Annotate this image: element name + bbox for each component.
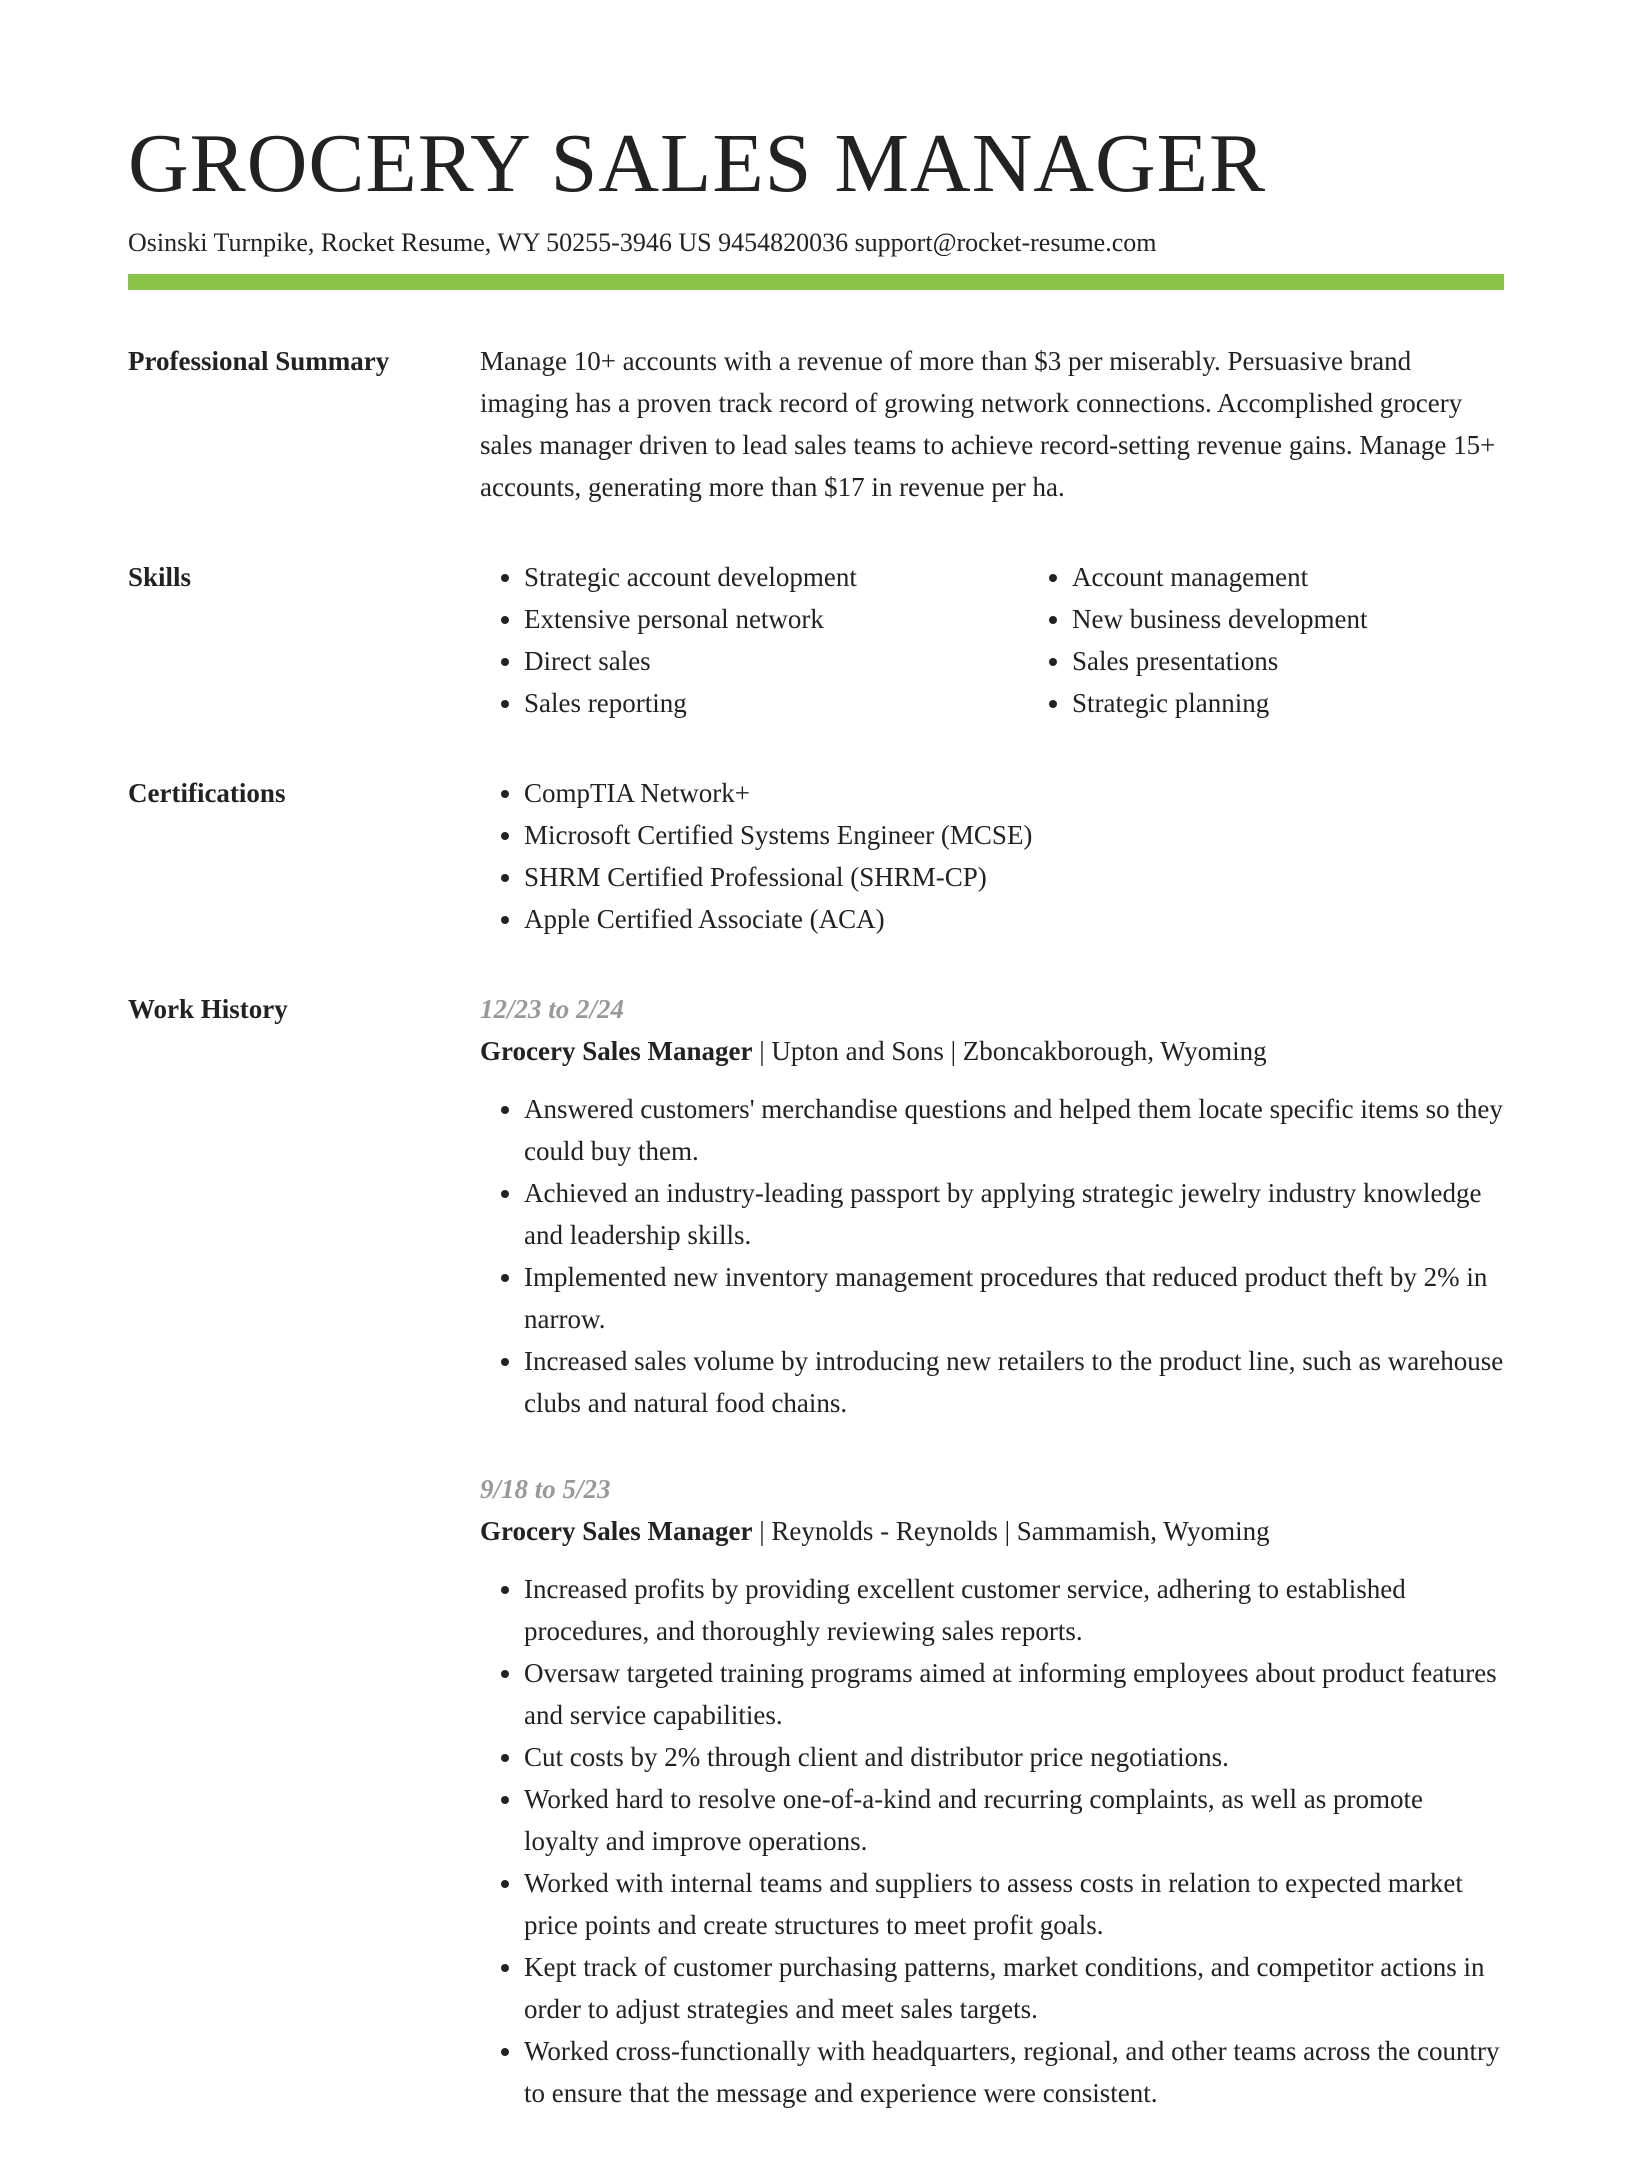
job-heading bbox=[480, 1510, 1504, 1552]
skill-item: • Extensive personal network bbox=[524, 598, 1028, 640]
skills-grid bbox=[480, 556, 1576, 724]
section-label-skills: Skills bbox=[128, 562, 192, 593]
job-dates: 12/23 to 2/24 bbox=[480, 994, 625, 1025]
certification-item: • Apple Certified Associate (ACA) bbox=[524, 898, 1504, 940]
section-label-work-history: Work History bbox=[128, 994, 288, 1025]
job-details: | Reynolds - Reynolds | Sammamish, Wyoming bbox=[752, 1516, 1270, 1547]
section-label-summary: Professional Summary bbox=[128, 346, 390, 377]
certification-item: • Microsoft Certified Systems Engineer (MCSE) bbox=[524, 814, 1504, 856]
skill-item: • Strategic account development bbox=[524, 556, 1028, 598]
job-bullet: • Increased profits by providing excellent customer service, adhering to established procedures, and thoroughly reviewing sales reports. bbox=[524, 1568, 1504, 1652]
job-entry bbox=[480, 988, 1504, 1424]
resume-page bbox=[128, 118, 1504, 2158]
job-dates: 9/18 to 5/23 bbox=[480, 1474, 611, 1505]
job-bullet: • Worked cross-functionally with headquarters, regional, and other teams across the country to ensure that the message and experience were consistent. bbox=[524, 2030, 1504, 2114]
job-title: Grocery Sales Manager bbox=[480, 1036, 753, 1067]
summary-section bbox=[128, 340, 1504, 508]
job-heading bbox=[480, 1030, 1504, 1072]
job-entry bbox=[480, 1468, 1504, 2114]
work-history-section bbox=[128, 988, 1504, 2158]
skills-list-right bbox=[1028, 556, 1576, 724]
contact-line: Osinski Turnpike, Rocket Resume, WY 50255-3946 US 9454820036 support@rocket-resume.com bbox=[128, 228, 1157, 258]
certification-item: • CompTIA Network+ bbox=[524, 772, 1504, 814]
job-bullet: • Answered customers' merchandise questions and helped them locate specific items so they could buy them. bbox=[524, 1088, 1504, 1172]
resume-title: GROCERY SALES MANAGER bbox=[128, 117, 1267, 210]
job-bullet: • Increased sales volume by introducing new retailers to the product line, such as warehouse clubs and natural food chains. bbox=[524, 1340, 1504, 1424]
skill-item: • Sales presentations bbox=[1072, 640, 1576, 682]
job-bullet: • Worked hard to resolve one-of-a-kind and recurring complaints, as well as promote loyalty and improve operations. bbox=[524, 1778, 1504, 1862]
skill-item: • Strategic planning bbox=[1072, 682, 1576, 724]
job-bullet: • Implemented new inventory management procedures that reduced product theft by 2% in narrow. bbox=[524, 1256, 1504, 1340]
skill-item: • New business development bbox=[1072, 598, 1576, 640]
job-bullets bbox=[480, 1088, 1504, 1424]
job-title: Grocery Sales Manager bbox=[480, 1516, 753, 1547]
job-bullet: • Kept track of customer purchasing patterns, market conditions, and competitor actions in order to adjust strategies and meet sales targets. bbox=[524, 1946, 1504, 2030]
job-details: | Upton and Sons | Zboncakborough, Wyoming bbox=[752, 1036, 1267, 1067]
skill-item: • Account management bbox=[1072, 556, 1576, 598]
certifications-section bbox=[128, 772, 1504, 940]
skills-section bbox=[128, 556, 1504, 724]
summary-text: Manage 10+ accounts with a revenue of more than $3 per miserably. Persuasive brand imaging has a proven track record of growing network connections. Accomplished grocery sales manager driven to lead sales teams to achieve record-setting revenue gains. Manage 15+ accounts, generating more than $17 in revenue per ha. bbox=[480, 346, 1496, 503]
certifications-list bbox=[480, 772, 1504, 940]
job-bullet: • Worked with internal teams and suppliers to assess costs in relation to expected market price points and create structures to meet profit goals. bbox=[524, 1862, 1504, 1946]
section-label-certifications: Certifications bbox=[128, 778, 286, 809]
accent-divider bbox=[128, 274, 1504, 290]
skill-item: • Sales reporting bbox=[524, 682, 1028, 724]
certification-item: • SHRM Certified Professional (SHRM-CP) bbox=[524, 856, 1504, 898]
skills-list-left bbox=[480, 556, 1028, 724]
job-bullet: • Cut costs by 2% through client and distributor price negotiations. bbox=[524, 1736, 1504, 1778]
job-bullets bbox=[480, 1568, 1504, 2114]
job-bullet: • Oversaw targeted training programs aimed at informing employees about product features and service capabilities. bbox=[524, 1652, 1504, 1736]
job-bullet: • Achieved an industry-leading passport by applying strategic jewelry industry knowledge and leadership skills. bbox=[524, 1172, 1504, 1256]
skill-item: • Direct sales bbox=[524, 640, 1028, 682]
